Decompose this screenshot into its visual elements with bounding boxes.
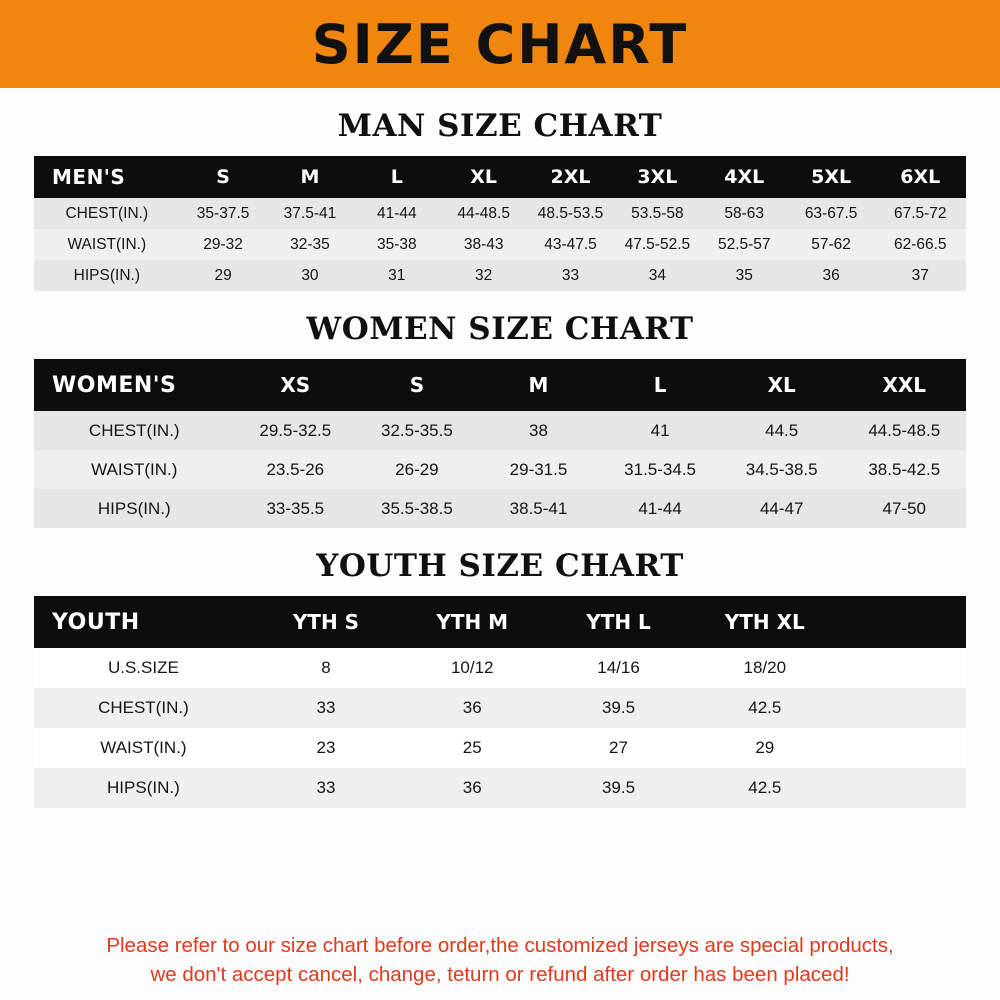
row-label-chest: CHEST(IN.) bbox=[88, 420, 180, 440]
cell: 31 bbox=[388, 266, 406, 284]
cell: 23 bbox=[316, 738, 336, 757]
row-label-hips: HIPS(IN.) bbox=[107, 778, 180, 797]
header-cell-m: M bbox=[528, 373, 549, 397]
cell: 36 bbox=[462, 778, 482, 797]
cell: 39.5 bbox=[601, 698, 636, 717]
cell: 39.5 bbox=[601, 778, 636, 797]
footer-note-line-2: we don't accept cancel, change, teturn or refund after order has been placed! bbox=[150, 963, 850, 987]
header-cell-yth-l: YTH L bbox=[586, 610, 651, 634]
header-cell-6xl: 6XL bbox=[900, 166, 941, 188]
header-cell-spacer bbox=[838, 596, 966, 648]
table-row bbox=[34, 688, 966, 728]
cell-spacer bbox=[838, 648, 966, 688]
footer-note bbox=[0, 917, 1000, 1000]
table-women-size bbox=[34, 359, 966, 528]
cell: 32.5-35.5 bbox=[380, 420, 453, 440]
cell: 35.5-38.5 bbox=[380, 498, 453, 518]
cell: 48.5-53.5 bbox=[537, 204, 604, 222]
section-title-youth: YOUTH SIZE CHART bbox=[316, 548, 684, 584]
cell: 33-35.5 bbox=[266, 498, 325, 518]
cell: 41-44 bbox=[376, 204, 417, 222]
cell: 32 bbox=[475, 266, 493, 284]
row-label-waist: WAIST(IN.) bbox=[67, 235, 147, 253]
cell: 47.5-52.5 bbox=[624, 235, 691, 253]
cell: 18/20 bbox=[743, 658, 787, 677]
cell: 44.5-48.5 bbox=[868, 420, 941, 440]
row-label-waist: WAIST(IN.) bbox=[91, 459, 178, 479]
row-label-chest: CHEST(IN.) bbox=[65, 204, 149, 222]
header-cell-rowlabel: MEN'S bbox=[52, 165, 126, 189]
row-label-hips: HIPS(IN.) bbox=[73, 266, 140, 284]
cell: 10/12 bbox=[450, 658, 494, 677]
section-youth bbox=[34, 548, 966, 808]
cell: 43-47.5 bbox=[544, 235, 597, 253]
cell: 63-67.5 bbox=[804, 204, 858, 222]
header-cell-2xl: 2XL bbox=[550, 166, 591, 188]
header-cell-m: M bbox=[300, 166, 320, 188]
cell: 52.5-57 bbox=[717, 235, 771, 253]
cell-spacer bbox=[838, 768, 966, 808]
cell: 26-29 bbox=[395, 459, 439, 479]
header-cell-xl: XL bbox=[470, 166, 498, 188]
cell: 42.5 bbox=[748, 698, 782, 717]
footer-note-line-1: Please refer to our size chart before order,the customized jerseys are special products, bbox=[106, 933, 894, 957]
header-cell-4xl: 4XL bbox=[724, 166, 765, 188]
cell: 37 bbox=[911, 266, 929, 284]
header-cell-rowlabel: YOUTH bbox=[52, 609, 140, 635]
cell: 47-50 bbox=[882, 498, 926, 518]
header-cell-xl: XL bbox=[767, 373, 796, 397]
table-man-size bbox=[34, 156, 966, 291]
cell: 41-44 bbox=[638, 498, 682, 518]
table-header-row bbox=[34, 156, 966, 198]
table-row bbox=[34, 229, 966, 260]
row-label-waist: WAIST(IN.) bbox=[100, 738, 187, 757]
cell: 38 bbox=[529, 420, 548, 440]
section-title-women: WOMEN SIZE CHART bbox=[306, 311, 694, 347]
row-label-us-size: U.S.SIZE bbox=[107, 658, 179, 677]
header-cell-yth-m: YTH M bbox=[436, 610, 509, 634]
header-cell-s: S bbox=[216, 166, 230, 188]
row-label-hips: HIPS(IN.) bbox=[97, 498, 171, 518]
cell: 35-38 bbox=[376, 235, 417, 253]
header-cell-rowlabel: WOMEN'S bbox=[52, 372, 177, 398]
cell: 23.5-26 bbox=[266, 459, 325, 479]
cell: 37.5-41 bbox=[283, 204, 337, 222]
header-cell-xs: XS bbox=[280, 373, 311, 397]
cell: 38.5-42.5 bbox=[868, 459, 941, 479]
cell-spacer bbox=[838, 688, 966, 728]
cell: 29 bbox=[755, 738, 775, 757]
cell: 27 bbox=[609, 738, 628, 757]
table-header-row bbox=[34, 596, 966, 648]
header-cell-yth-xl: YTH XL bbox=[724, 610, 805, 634]
cell: 35-37.5 bbox=[196, 204, 250, 222]
header-cell-s: S bbox=[409, 373, 425, 397]
table-row bbox=[34, 728, 966, 768]
cell: 14/16 bbox=[597, 658, 640, 677]
cell: 29-32 bbox=[203, 235, 243, 253]
cell: 62-66.5 bbox=[893, 235, 947, 253]
table-row bbox=[34, 648, 966, 688]
cell: 44-48.5 bbox=[457, 204, 510, 222]
cell: 31.5-34.5 bbox=[624, 459, 697, 479]
section-man bbox=[34, 108, 966, 291]
cell: 44.5 bbox=[765, 420, 799, 440]
cell: 29 bbox=[214, 266, 232, 284]
row-label-chest: CHEST(IN.) bbox=[98, 698, 189, 717]
cell: 32-35 bbox=[290, 235, 330, 253]
cell: 33 bbox=[316, 778, 336, 797]
header-cell-xxl: XXL bbox=[882, 373, 927, 397]
table-youth-size bbox=[34, 596, 966, 808]
table-row bbox=[34, 198, 966, 229]
cell-spacer bbox=[838, 728, 966, 768]
cell: 35 bbox=[735, 266, 753, 284]
cell: 34 bbox=[648, 266, 666, 284]
cell: 38.5-41 bbox=[509, 498, 568, 518]
table-row bbox=[34, 768, 966, 808]
cell: 33 bbox=[316, 698, 336, 717]
cell: 53.5-58 bbox=[631, 204, 684, 222]
chart-content bbox=[0, 88, 1000, 917]
header-cell-yth-s: YTH S bbox=[292, 610, 360, 634]
table-header-row bbox=[34, 359, 966, 411]
cell: 36 bbox=[462, 698, 482, 717]
cell: 30 bbox=[301, 266, 319, 284]
table-row bbox=[34, 489, 966, 528]
cell: 33 bbox=[561, 266, 580, 284]
page-title: SIZE CHART bbox=[311, 12, 689, 76]
table-row bbox=[34, 450, 966, 489]
section-women bbox=[34, 311, 966, 528]
header-cell-l: L bbox=[653, 373, 667, 397]
cell: 38-43 bbox=[463, 235, 504, 253]
header-cell-l: L bbox=[390, 166, 403, 188]
header-cell-5xl: 5XL bbox=[811, 166, 852, 188]
section-title-man: MAN SIZE CHART bbox=[337, 108, 663, 144]
cell: 44-47 bbox=[759, 498, 804, 518]
table-row bbox=[34, 260, 966, 291]
cell: 34.5-38.5 bbox=[745, 459, 818, 479]
cell: 8 bbox=[321, 658, 331, 677]
cell: 67.5-72 bbox=[893, 204, 947, 222]
cell: 29.5-32.5 bbox=[259, 420, 332, 440]
cell: 42.5 bbox=[748, 778, 782, 797]
cell: 58-63 bbox=[724, 204, 765, 222]
page-banner bbox=[0, 0, 1000, 88]
cell: 57-62 bbox=[811, 235, 851, 253]
cell: 36 bbox=[822, 266, 840, 284]
header-cell-3xl: 3XL bbox=[637, 166, 678, 188]
cell: 41 bbox=[650, 420, 670, 440]
cell: 29-31.5 bbox=[509, 459, 568, 479]
cell: 25 bbox=[462, 738, 482, 757]
table-row bbox=[34, 411, 966, 450]
